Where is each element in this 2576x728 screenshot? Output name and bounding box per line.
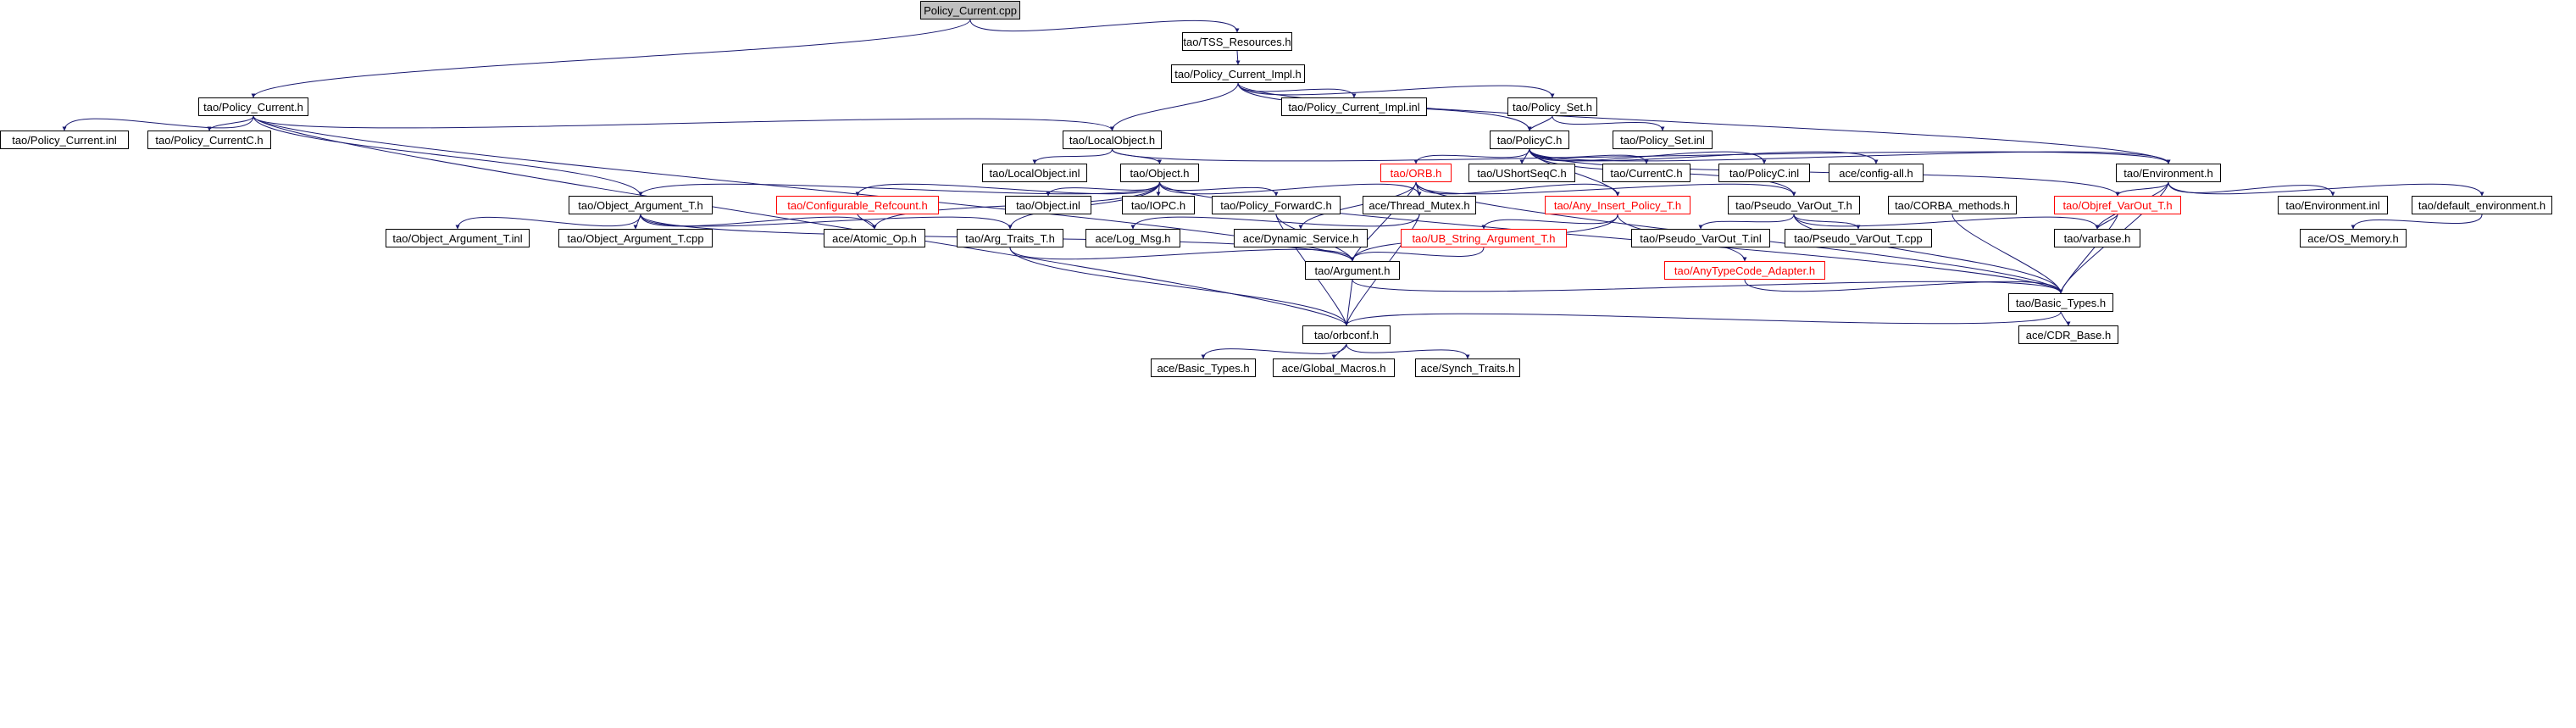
- graph-edge: [1352, 247, 1484, 261]
- graph-edge: [1238, 83, 1552, 97]
- graph-node[interactable]: tao/CORBA_methods.h: [1888, 196, 2017, 214]
- graph-edge: [1113, 149, 2169, 164]
- graph-node[interactable]: tao/Object.inl: [1005, 196, 1091, 214]
- graph-edge: [1530, 149, 1876, 164]
- graph-edge: [1416, 182, 1794, 196]
- graph-node[interactable]: tao/Object_Argument_T.cpp: [558, 229, 713, 247]
- graph-edge: [1794, 214, 2061, 293]
- graph-node[interactable]: tao/AnyTypeCode_Adapter.h: [1664, 261, 1825, 280]
- graph-edge: [1552, 116, 1663, 131]
- graph-node[interactable]: ace/Thread_Mutex.h: [1363, 196, 1476, 214]
- graph-edge: [1334, 344, 1346, 358]
- graph-node[interactable]: tao/TSS_Resources.h: [1182, 32, 1292, 51]
- graph-node[interactable]: tao/Pseudo_VarOut_T.inl: [1631, 229, 1770, 247]
- graph-edge: [970, 19, 1237, 32]
- graph-edge: [1203, 344, 1346, 358]
- graph-edge: [2097, 214, 2118, 229]
- graph-edge: [1416, 182, 1618, 196]
- graph-edge: [458, 214, 641, 229]
- graph-edge: [1416, 182, 1419, 196]
- graph-edge: [1484, 214, 1618, 229]
- graph-node[interactable]: ace/Basic_Types.h: [1151, 358, 1256, 377]
- graph-edge: [2061, 312, 2068, 325]
- graph-node[interactable]: ace/Log_Msg.h: [1085, 229, 1180, 247]
- graph-node[interactable]: tao/Policy_Set.h: [1507, 97, 1597, 116]
- graph-node[interactable]: tao/default_environment.h: [2412, 196, 2552, 214]
- graph-node[interactable]: tao/Policy_Current_Impl.h: [1171, 64, 1305, 83]
- graph-edge: [1416, 149, 1530, 164]
- graph-edge: [1160, 182, 1420, 196]
- graph-edge: [1160, 182, 1277, 196]
- graph-node[interactable]: tao/Policy_CurrentC.h: [147, 131, 271, 149]
- graph-edge: [2353, 214, 2482, 229]
- graph-edge: [1952, 214, 2061, 293]
- graph-node[interactable]: tao/UB_String_Argument_T.h: [1401, 229, 1567, 247]
- graph-node[interactable]: ace/Dynamic_Service.h: [1234, 229, 1368, 247]
- graph-edge: [2061, 214, 2118, 293]
- graph-edge: [1794, 214, 1858, 229]
- graph-edge: [1701, 214, 1794, 229]
- graph-edge: [1522, 149, 1530, 164]
- graph-node[interactable]: tao/Policy_Current_Impl.inl: [1281, 97, 1427, 116]
- graph-node[interactable]: Policy_Current.cpp: [920, 1, 1020, 19]
- graph-edge: [1010, 247, 1346, 325]
- graph-node[interactable]: tao/Basic_Types.h: [2008, 293, 2113, 312]
- graph-node[interactable]: tao/Environment.inl: [2278, 196, 2388, 214]
- graph-edge: [1745, 280, 2061, 293]
- graph-node[interactable]: tao/Object_Argument_T.inl: [386, 229, 530, 247]
- graph-edge: [1346, 280, 1352, 325]
- graph-node[interactable]: tao/ORB.h: [1380, 164, 1452, 182]
- graph-node[interactable]: ace/OS_Memory.h: [2300, 229, 2407, 247]
- graph-edge: [253, 116, 641, 196]
- graph-node[interactable]: tao/varbase.h: [2054, 229, 2140, 247]
- graph-edge: [253, 19, 970, 97]
- graph-edge: [1237, 51, 1238, 64]
- graph-node[interactable]: tao/Objref_VarOut_T.h: [2054, 196, 2181, 214]
- graph-edge: [253, 116, 1346, 325]
- graph-edge: [641, 214, 1010, 229]
- graph-node[interactable]: tao/IOPC.h: [1122, 196, 1195, 214]
- graph-node[interactable]: tao/Object.h: [1120, 164, 1199, 182]
- graph-edge: [1352, 182, 1416, 261]
- graph-edge: [1530, 149, 2168, 164]
- graph-edge: [1530, 149, 1646, 164]
- graph-node[interactable]: tao/LocalObject.h: [1063, 131, 1162, 149]
- graph-node[interactable]: tao/PolicyC.h: [1490, 131, 1569, 149]
- graph-node[interactable]: tao/Policy_Set.inl: [1613, 131, 1713, 149]
- graph-edge: [636, 214, 641, 229]
- graph-edge: [641, 182, 1160, 196]
- graph-node[interactable]: tao/Policy_ForwardC.h: [1212, 196, 1341, 214]
- graph-edge: [1352, 280, 2061, 293]
- graph-node[interactable]: ace/CDR_Base.h: [2018, 325, 2118, 344]
- graph-edge: [1530, 149, 1764, 164]
- graph-node[interactable]: tao/Object_Argument_T.h: [569, 196, 713, 214]
- graph-node[interactable]: ace/Atomic_Op.h: [824, 229, 925, 247]
- graph-edge: [1133, 214, 1419, 229]
- graph-edge: [858, 182, 1160, 196]
- graph-node[interactable]: tao/Argument.h: [1305, 261, 1400, 280]
- graph-node[interactable]: tao/Policy_Current.h: [198, 97, 308, 116]
- graph-edge: [2168, 182, 2333, 196]
- graph-node[interactable]: tao/PolicyC.inl: [1718, 164, 1810, 182]
- graph-node[interactable]: tao/Configurable_Refcount.h: [776, 196, 939, 214]
- graph-edge: [253, 116, 1113, 131]
- graph-edge: [641, 214, 874, 229]
- graph-edge: [1238, 83, 1354, 97]
- graph-node[interactable]: tao/LocalObject.inl: [982, 164, 1087, 182]
- graph-node[interactable]: tao/Pseudo_VarOut_T.cpp: [1785, 229, 1932, 247]
- graph-edge: [1530, 116, 1552, 131]
- graph-node[interactable]: tao/Arg_Traits_T.h: [957, 229, 1063, 247]
- graph-node[interactable]: tao/orbconf.h: [1302, 325, 1391, 344]
- graph-edge: [1346, 344, 1468, 358]
- graph-node[interactable]: tao/CurrentC.h: [1602, 164, 1690, 182]
- graph-node[interactable]: tao/Policy_Current.inl: [0, 131, 129, 149]
- graph-edge: [1048, 182, 1160, 196]
- graph-edge: [1238, 83, 2168, 164]
- graph-edge: [209, 116, 253, 131]
- graph-edge: [64, 116, 253, 131]
- graph-edge: [1113, 83, 1239, 131]
- graph-edge: [1794, 214, 2097, 229]
- graph-edge: [1113, 149, 1160, 164]
- graph-node[interactable]: tao/UShortSeqC.h: [1468, 164, 1575, 182]
- graph-node[interactable]: ace/config-all.h: [1829, 164, 1924, 182]
- graph-node[interactable]: tao/Any_Insert_Policy_T.h: [1545, 196, 1690, 214]
- graph-edge: [1346, 312, 2061, 325]
- graph-node[interactable]: ace/Synch_Traits.h: [1415, 358, 1520, 377]
- graph-edge: [1010, 247, 1352, 261]
- graph-node[interactable]: tao/Environment.h: [2116, 164, 2221, 182]
- graph-node[interactable]: ace/Global_Macros.h: [1273, 358, 1395, 377]
- graph-edge: [2118, 182, 2168, 196]
- graph-edge: [1035, 149, 1113, 164]
- graph-edge: [858, 214, 874, 229]
- graph-edge: [2168, 182, 2482, 196]
- graph-node[interactable]: tao/Pseudo_VarOut_T.h: [1728, 196, 1860, 214]
- graph-edge: [1158, 182, 1160, 196]
